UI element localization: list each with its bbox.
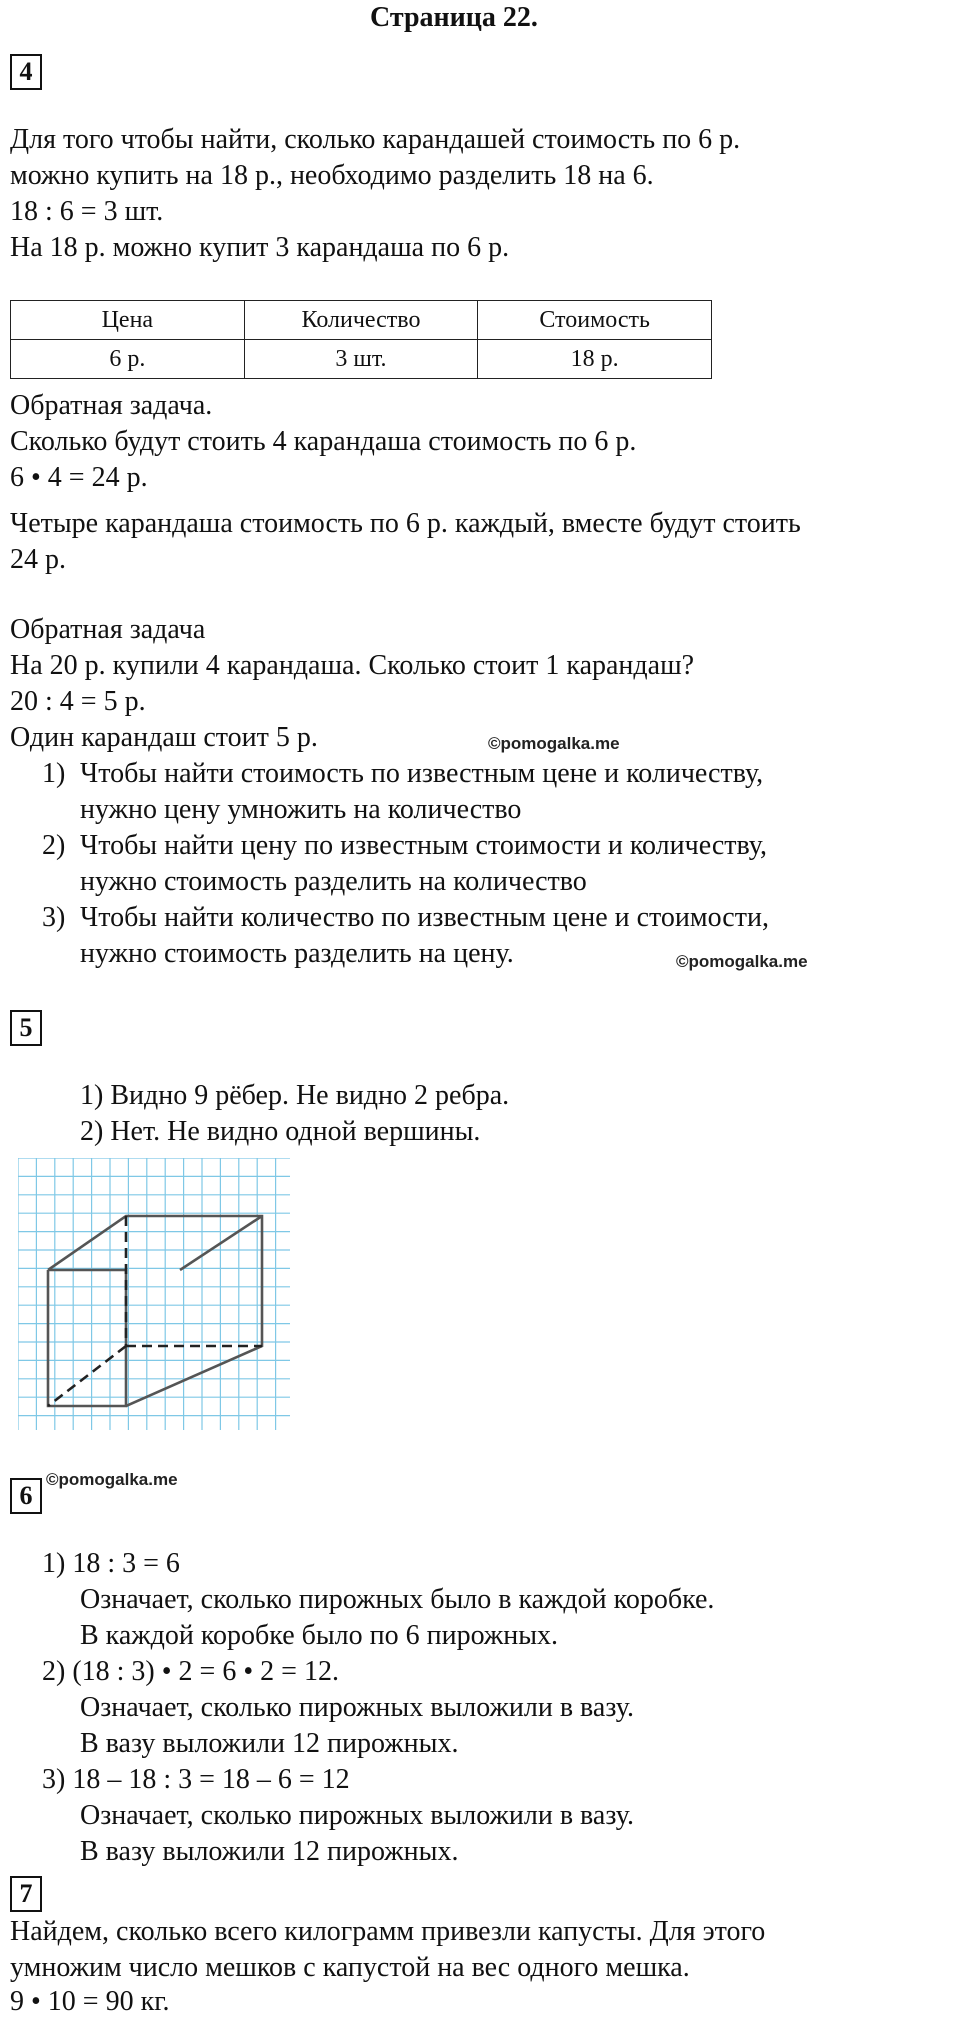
inverse1-expression: 6 • 4 = 24 р. [10, 462, 148, 493]
cube-edge [180, 1216, 262, 1270]
cube-front-face [48, 1270, 126, 1406]
task-number-7: 7 [10, 1876, 42, 1912]
task6-item-2-line-1: Означает, сколько пирожных выложили в вазу. [80, 1692, 634, 1723]
task7-line-1: Найдем, сколько всего килограмм привезли капусты. Для этого [10, 1916, 766, 1947]
task6-item-1-line-2: В каждой коробке было по 6 пирожных. [80, 1620, 559, 1651]
task-number-4: 4 [10, 54, 42, 90]
table-header-cell: Цена [11, 301, 245, 340]
rule-3-line-1: Чтобы найти количество по известным цене и стоимости, [80, 902, 769, 933]
inverse1-answer-2: 24 р. [10, 544, 66, 575]
rule-1-number: 1) [42, 758, 66, 789]
watermark: ©pomogalka.me [46, 1470, 178, 1489]
task4-line-3: 18 : 6 = 3 шт. [10, 196, 164, 227]
task7-line-2: умножим число мешков с капустой на вес одного мешка. [10, 1952, 690, 1983]
price-table [10, 300, 712, 379]
rule-3-line-2: нужно стоимость разделить на цену. [80, 938, 514, 969]
grid-lines [18, 1158, 290, 1430]
inverse1-question: Сколько будут стоить 4 карандаша стоимость по 6 р. [10, 426, 637, 457]
inverse2-heading: Обратная задача [10, 614, 206, 645]
task6-item-3-line-1: Означает, сколько пирожных выложили в вазу. [80, 1800, 634, 1831]
cube-drawing [18, 1158, 290, 1430]
watermark: ©pomogalka.me [488, 734, 620, 753]
table-header-cell: Стоимость [478, 301, 712, 340]
task4-line-1: Для того чтобы найти, сколько карандашей стоимость по 6 р. [10, 124, 741, 155]
task6-item-2-expression: 2) (18 : 3) • 2 = 6 • 2 = 12. [42, 1656, 339, 1687]
task6-item-1-line-1: Означает, сколько пирожных было в каждой коробке. [80, 1584, 715, 1615]
table-row [11, 340, 712, 379]
inverse1-answer-1: Четыре карандаша стоимость по 6 р. каждый, вместе будут стоить [10, 508, 801, 539]
task4-line-4: На 18 р. можно купит 3 карандаша по 6 р. [10, 232, 510, 263]
watermark: ©pomogalka.me [676, 952, 808, 971]
task6-item-2-line-2: В вазу выложили 12 пирожных. [80, 1728, 459, 1759]
inverse2-expression: 20 : 4 = 5 р. [10, 686, 146, 717]
rule-2-line-2: нужно стоимость разделить на количество [80, 866, 587, 897]
table-header-cell: Количество [244, 301, 478, 340]
rule-3-number: 3) [42, 902, 66, 933]
cube-top-right-edges [48, 1216, 262, 1406]
task7-line-3: 9 • 10 = 90 кг. [10, 1986, 170, 2017]
table-cell: 18 р. [478, 340, 712, 379]
task6-item-1-expression: 1) 18 : 3 = 6 [42, 1548, 180, 1579]
cube-visible-edges [48, 1216, 262, 1406]
task5-line-2: 2) Нет. Не видно одной вершины. [80, 1116, 481, 1147]
rule-1-line-1: Чтобы найти стоимость по известным цене и количеству, [80, 758, 764, 789]
rule-1-line-2: нужно цену умножить на количество [80, 794, 522, 825]
rule-2-line-1: Чтобы найти цену по известным стоимости и количеству, [80, 830, 767, 861]
inverse1-heading: Обратная задача. [10, 390, 213, 421]
cube-hidden-edges [48, 1216, 262, 1406]
task-number-6: 6 [10, 1478, 42, 1514]
table-cell: 6 р. [11, 340, 245, 379]
table-cell: 3 шт. [244, 340, 478, 379]
task4-line-2: можно купить на 18 р., необходимо разделить 18 на 6. [10, 160, 654, 191]
task5-line-1: 1) Видно 9 рёбер. Не видно 2 ребра. [80, 1080, 510, 1111]
rule-2-number: 2) [42, 830, 66, 861]
task6-item-3-line-2: В вазу выложили 12 пирожных. [80, 1836, 459, 1867]
task6-item-3-expression: 3) 18 – 18 : 3 = 18 – 6 = 12 [42, 1764, 350, 1795]
page-title: Страница 22. [370, 2, 538, 33]
inverse2-answer: Один карандаш стоит 5 р. [10, 722, 318, 753]
task-number-5: 5 [10, 1010, 42, 1046]
table-header-row [11, 301, 712, 340]
inverse2-question: На 20 р. купили 4 карандаша. Сколько стоит 1 карандаш? [10, 650, 695, 681]
